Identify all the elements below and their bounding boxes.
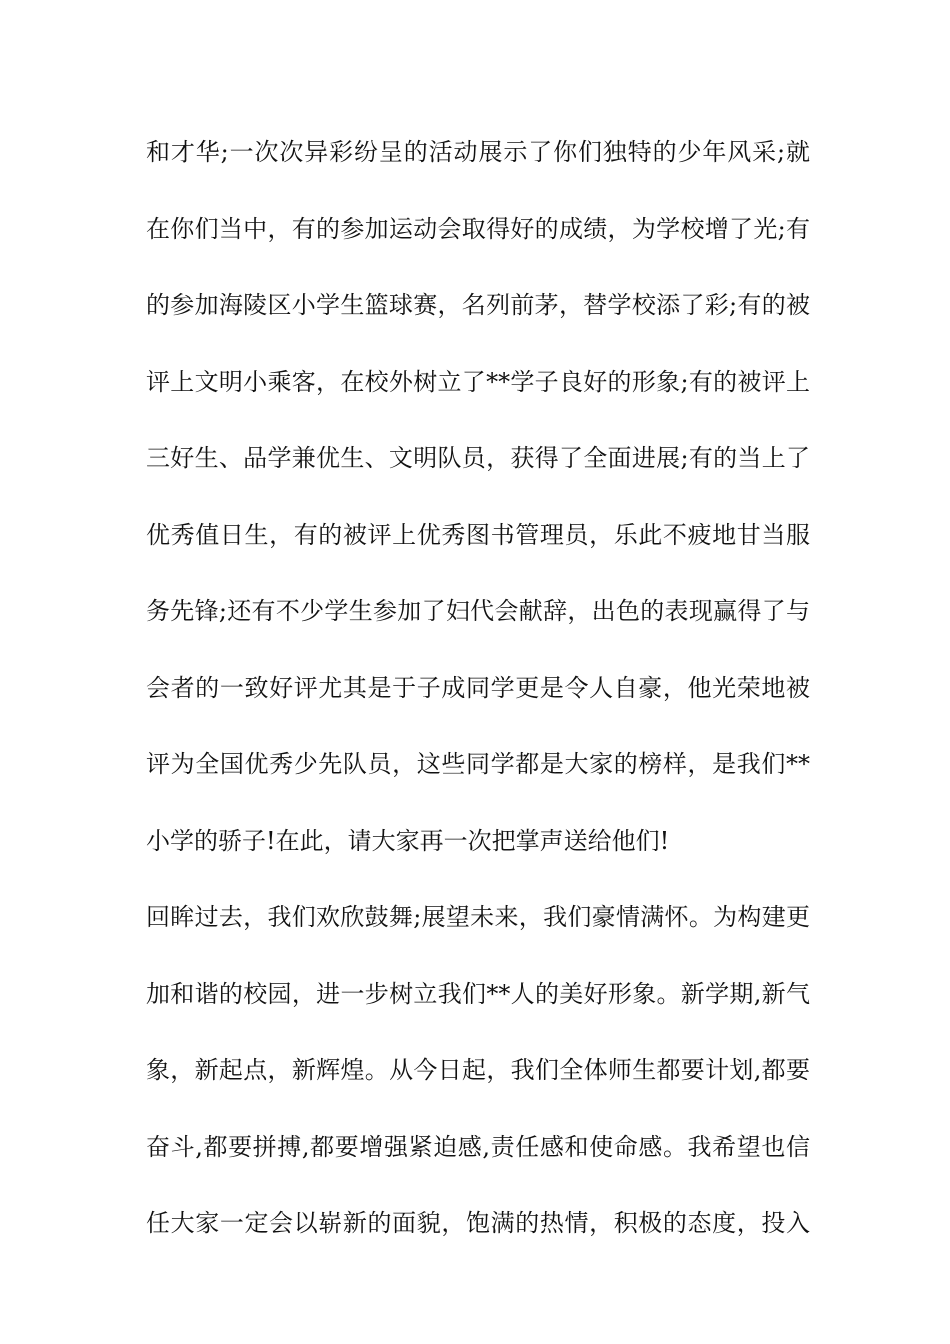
text-line-12: 加和谐的校园，进一步树立我们**人的美好形象。新学期,新气: [146, 980, 810, 1008]
text-line-14: 奋斗,都要拼搏,都要增强紧迫感,责任感和使命感。我希望也信: [146, 1133, 810, 1161]
text-line-4: 评上文明小乘客，在校外树立了**学子良好的形象;有的被评上: [146, 368, 810, 396]
text-line-13: 象，新起点，新辉煌。从今日起，我们全体师生都要计划,都要: [146, 1056, 810, 1084]
text-line-15: 任大家一定会以崭新的面貌，饱满的热情，积极的态度，投入: [146, 1209, 810, 1237]
text-line-7: 务先锋;还有不少学生参加了妇代会献辞，出色的表现赢得了与: [146, 597, 810, 625]
text-line-11: 回眸过去，我们欢欣鼓舞;展望未来，我们豪情满怀。为构建更: [146, 903, 810, 931]
text-line-9: 评为全国优秀少先队员，这些同学都是大家的榜样，是我们**: [146, 750, 810, 778]
text-line-3: 的参加海陵区小学生篮球赛，名列前茅，替学校添了彩;有的被: [146, 291, 810, 319]
text-line-10: 小学的骄子!在此，请大家再一次把掌声送给他们!: [146, 827, 670, 855]
text-line-5: 三好生、品学兼优生、文明队员，获得了全面进展;有的当上了: [146, 444, 810, 472]
text-line-1: 和才华;一次次异彩纷呈的活动展示了你们独特的少年风采;就: [146, 138, 810, 166]
text-line-2: 在你们当中，有的参加运动会取得好的成绩，为学校增了光;有: [146, 215, 810, 243]
text-line-6: 优秀值日生，有的被评上优秀图书管理员，乐此不疲地甘当服: [146, 521, 810, 549]
text-line-8: 会者的一致好评尤其是于子成同学更是令人自豪，他光荣地被: [146, 674, 810, 702]
